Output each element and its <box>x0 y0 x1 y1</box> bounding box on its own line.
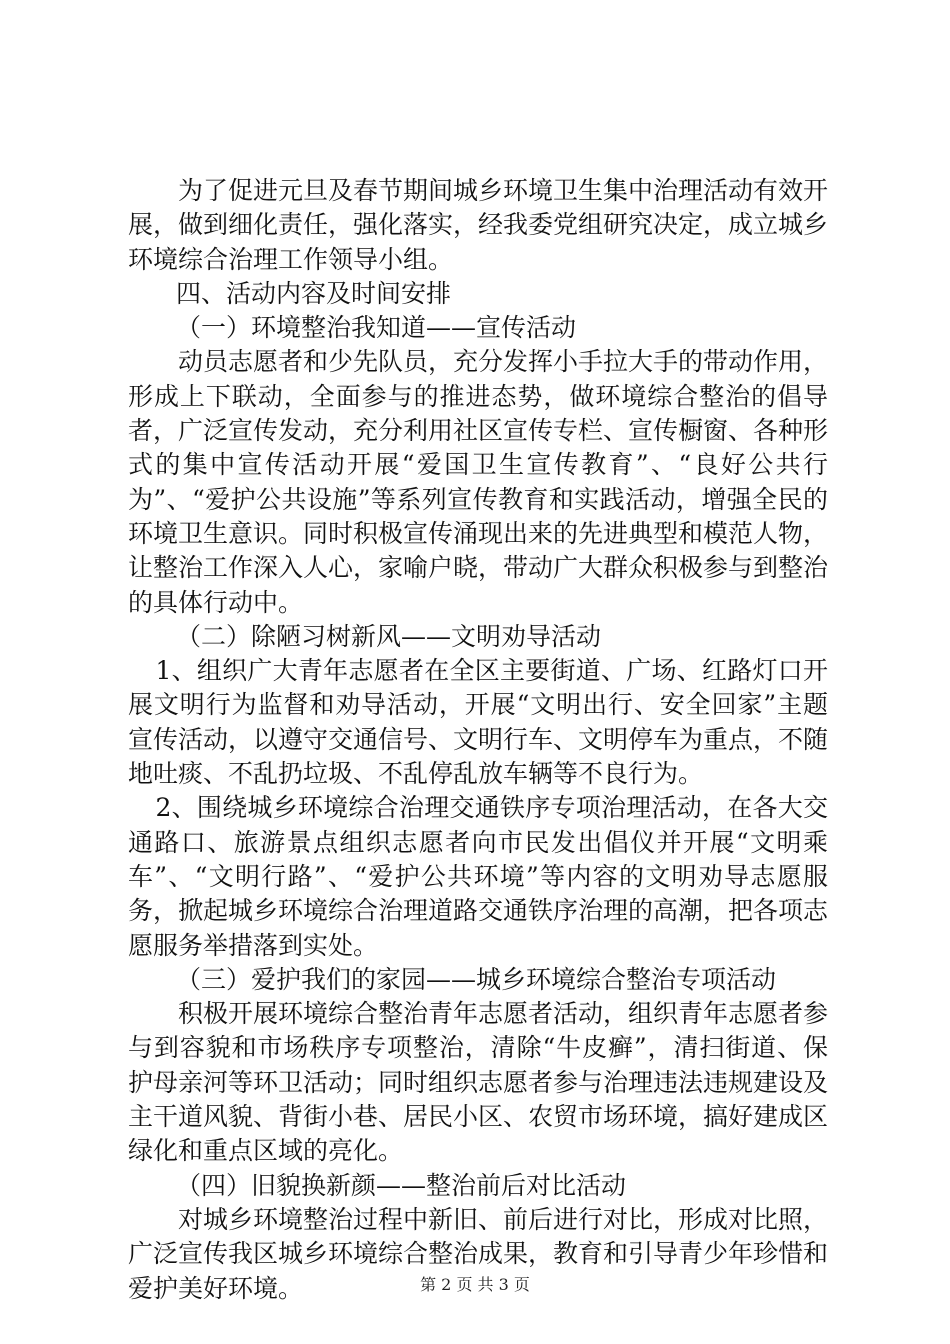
paragraph-homeland: 积极开展环境综合整治青年志愿者活动，组织青年志愿者参与到容貌和市场秩序专项整治，清除“牛皮癣”，清扫街道、保护母亲河等环卫活动；同时组织志愿者参与治理违法违规建设及主干道风貌、背街小巷、居民小区、农贸市场环境，搞好建成区绿化和重点区域的亮化。 <box>128 999 829 1166</box>
paragraph-publicity: 动员志愿者和少先队员，充分发挥小手拉大手的带动作用，形成上下联动，全面参与的推进态势，做环境综合整治的倡导者，广泛宣传发动，充分利用社区宣传专栏、宣传橱窗、各种形式的集中宣传活动开展“爱国卫生宣传教育”、“良好公共行为”、“爱护公共设施”等系列宣传教育和实践活动，增强全民的环境卫生意识。同时积极宣传涌现出来的先进典型和模范人物，让整治工作深入人心，家喻户晓，带动广大群众积极参与到整治的具体行动中。 <box>128 347 829 617</box>
intro-paragraph: 为了促进元旦及春节期间城乡环境卫生集中治理活动有效开展，做到细化责任，强化落实，经我委党组研究决定，成立城乡环境综合治理工作领导小组。 <box>128 176 829 274</box>
subheading-comparison: （四）旧貌换新颜——整治前后对比活动 <box>176 1170 627 1200</box>
document-body <box>128 174 828 1306</box>
subheading-homeland: （三）爱护我们的家园——城乡环境综合整治专项活动 <box>176 964 777 994</box>
subheading-civility: （二）除陋习树新风——文明劝导活动 <box>176 621 602 651</box>
section-heading-activity-content: 四、活动内容及时间安排 <box>176 278 452 308</box>
subheading-publicity: （一）环境整治我知道——宣传活动 <box>176 313 577 343</box>
paragraph-comparison: 对城乡环境整治过程中新旧、前后进行对比，形成对比照，广泛宣传我区城乡环境综合整治成果，教育和引导青少年珍惜和爱护美好环境。 <box>128 1204 829 1303</box>
paragraph-civility-item-1: 1、组织广大青年志愿者在全区主要街道、广场、红路灯口开展文明行为监督和劝导活动，开展“文明出行、安全回家”主题宣传活动，以遵守交通信号、文明行车、文明停车为重点，不随地吐痰、不乱扔垃圾、不乱停乱放车辆等不良行为。 <box>128 656 829 789</box>
page-number-footer: 第 2 页 共 3 页 <box>420 1275 530 1294</box>
paragraph-civility-item-2: 2、围绕城乡环境综合治理交通铁序专项治理活动，在各大交通路口、旅游景点组织志愿者向市民发出倡仪并开展“文明乘车”、“文明行路”、“爱护公共环境”等内容的文明劝导志愿服务，掀起城乡环境综合治理道路交通铁序治理的高潮，把各项志愿服务举措落到实处。 <box>128 793 829 960</box>
